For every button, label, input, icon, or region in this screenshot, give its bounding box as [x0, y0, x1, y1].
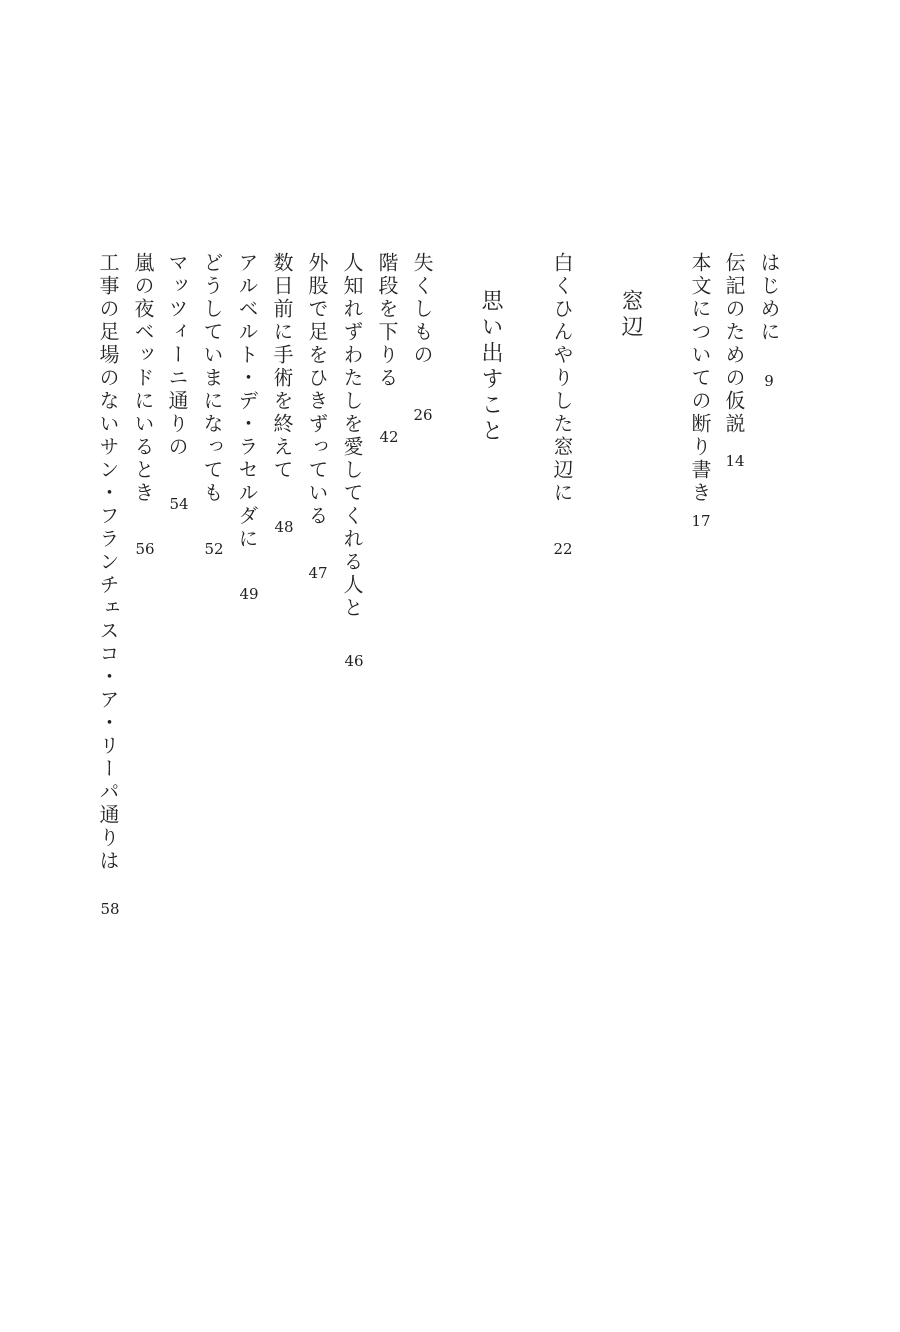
toc-entry-title: 本文についての断り書き	[688, 252, 712, 505]
toc-entry-title: 数日前に手術を終えて	[270, 252, 294, 482]
toc-entry-page: 17	[691, 512, 711, 530]
toc-entry-title: 外股で足をひきずっている	[305, 252, 329, 528]
toc-entry-page: 58	[100, 900, 120, 918]
toc-entry-page: 47	[308, 564, 328, 582]
toc-entry-page: 56	[135, 540, 155, 558]
toc-entry-title: 白くひんやりした窓辺に	[550, 252, 574, 505]
toc-entry-title: 伝記のための仮説	[722, 252, 746, 436]
toc-entry-page: 14	[725, 452, 745, 470]
toc-entry-page: 48	[274, 518, 294, 536]
toc-entry-title: 嵐の夜ベッドにいるとき	[131, 252, 155, 505]
toc-entry-title: マッツィーニ通りの	[165, 252, 189, 459]
toc-entry-title: 工事の足場のないサン・フランチェスコ・ア・リーパ通りは	[96, 252, 120, 873]
toc-entry-title: 失くしもの	[410, 252, 434, 367]
toc-entry-title: アルベルト・デ・ラセルダに	[235, 252, 259, 551]
section-heading-title: 窓辺	[618, 289, 643, 341]
toc-entry-page: 54	[169, 495, 189, 513]
toc-entry-page: 52	[204, 540, 224, 558]
toc-entry-page: 49	[239, 585, 259, 603]
toc-entry-page: 9	[764, 372, 774, 390]
toc-entry-title: はじめに	[757, 252, 781, 344]
toc-entry-page: 46	[344, 652, 364, 670]
toc-entry-page: 26	[413, 406, 433, 424]
toc-entry-title: 階段を下りる	[375, 252, 399, 390]
toc-entry-title: どうしていまになっても	[200, 252, 224, 505]
section-heading-title: 思い出すこと	[478, 289, 503, 445]
toc-entry-page: 22	[553, 540, 573, 558]
toc-entry-title: 人知れずわたしを愛してくれる人と	[340, 252, 364, 620]
toc-entry-page: 42	[379, 428, 399, 446]
